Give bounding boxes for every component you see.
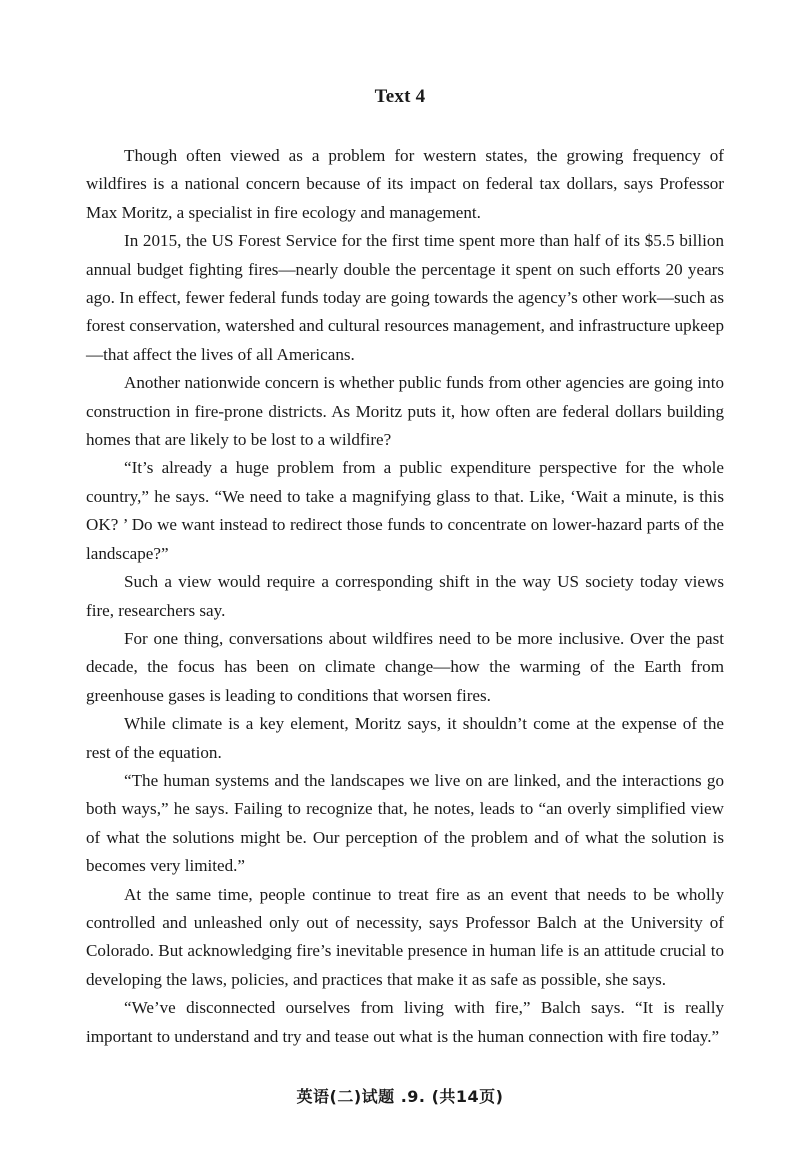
- paragraph: For one thing, conversations about wildfires need to be more inclusive. Over the past decade, the focus has been on climate change—how the warming of the Earth from greenhouse gases is leading to conditions that worsen fires.: [86, 628, 724, 705]
- paragraph: Another nationwide concern is whether public funds from other agencies are going into construction in fire-prone districts. As Moritz puts it, how often are federal dollars building homes that are likely to be lost to a wildfire?: [86, 373, 724, 450]
- paragraph: At the same time, people continue to treat fire as an event that needs to be wholly controlled and unleashed only out of necessity, says Professor Balch at the University of Colorado. But acknowledging fire’s inevitable presence in human life is an attitude crucial to developing the laws, policies, and practices that make it as safe as possible, she says.: [86, 884, 724, 989]
- text-title: Text 4: [374, 86, 426, 107]
- page-footer: 英语(二)试题 .9. (共14页): [296, 1087, 504, 1106]
- passage-body: [86, 142, 724, 1051]
- paragraph: While climate is a key element, Moritz says, it shouldn’t come at the expense of the rest of the equation.: [86, 714, 724, 762]
- paragraph: Such a view would require a corresponding shift in the way US society today views fire, researchers say.: [86, 572, 724, 620]
- paragraph: In 2015, the US Forest Service for the first time spent more than half of its $5.5 billion annual budget fighting fires—nearly double the percentage it spent on such efforts 20 years ago. In effect, fewer federal funds today are going towards the agency’s other work—such as forest conservation, watershed and cultural resources management, and infrastructure upkeep—that affect the lives of all Americans.: [86, 231, 724, 364]
- paragraph: “It’s already a huge problem from a public expenditure perspective for the whole country,” he says. “We need to take a magnifying glass to that. Like, ‘Wait a minute, is this OK? ’ Do we want instead to redirect those funds to concentrate on lower-hazard parts of the landscape?”: [86, 458, 724, 563]
- paragraph: “The human systems and the landscapes we live on are linked, and the interactions go both ways,” he says. Failing to recognize that, he notes, leads to “an overly simplified view of what the solutions might be. Our perception of the problem and of what the solution is becomes very limited.”: [86, 770, 724, 876]
- paragraph: Though often viewed as a problem for western states, the growing frequency of wildfires is a national concern because of its impact on federal tax dollars, says Professor Max Moritz, a specialist in fire ecology and management.: [86, 146, 724, 222]
- paragraph: “We’ve disconnected ourselves from living with fire,” Balch says. “It is really important to understand and try and tease out what is the human connection with fire today.”: [86, 998, 724, 1046]
